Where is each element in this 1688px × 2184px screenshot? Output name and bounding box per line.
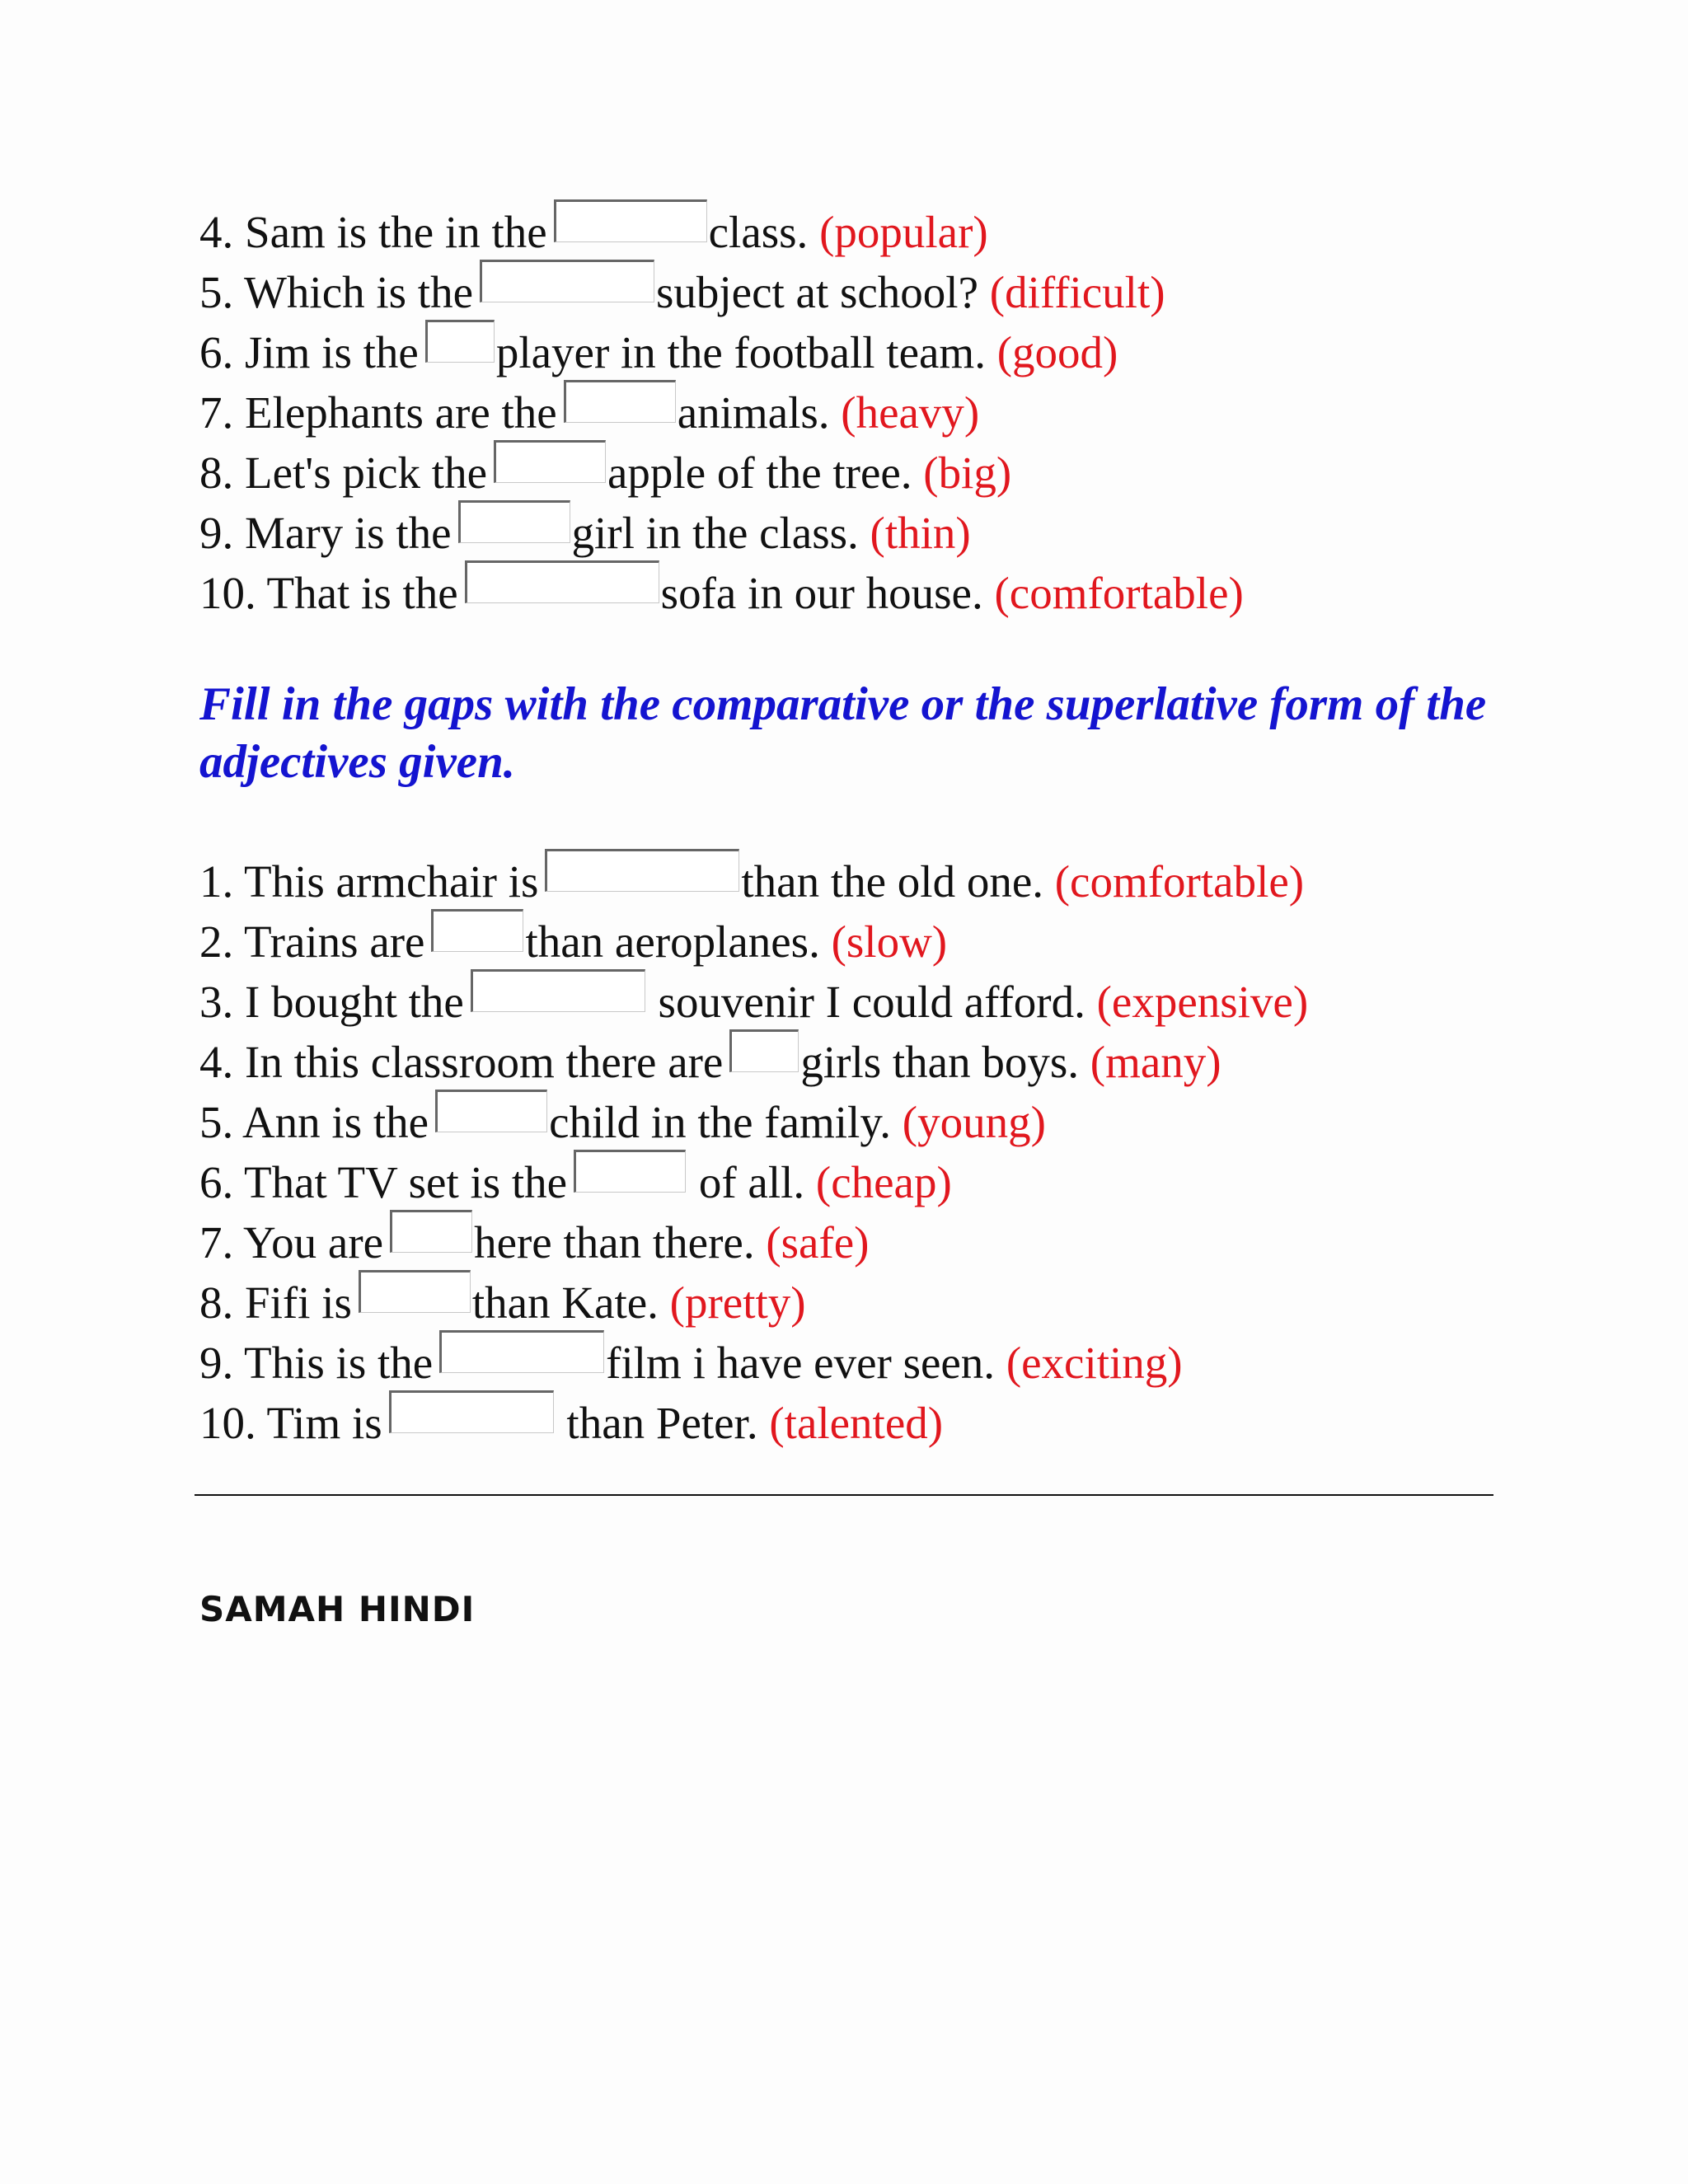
- adjective-hint: (big): [923, 448, 1012, 498]
- item-text-before: 6. That TV set is the: [199, 1157, 568, 1207]
- item-text-after: than aeroplanes.: [525, 916, 820, 967]
- item-text-after: of all.: [698, 1157, 805, 1207]
- item-text-before: 9. This is the: [199, 1338, 434, 1388]
- adjective-hint: (expensive): [1096, 977, 1309, 1027]
- horizontal-divider: [195, 1494, 1493, 1496]
- item-text-after: than Kate.: [471, 1277, 659, 1328]
- adjective-hint: (good): [996, 327, 1118, 377]
- item-text-before: 4. In this classroom there are: [199, 1037, 724, 1087]
- answer-gap-input[interactable]: [494, 440, 606, 483]
- answer-gap-input[interactable]: [425, 320, 495, 363]
- answer-gap-input[interactable]: [554, 199, 707, 242]
- item-text-before: 10. That is the: [199, 568, 458, 618]
- author-signature: SAMAH HINDI: [199, 1589, 476, 1629]
- item-text-after: souvenir I could afford.: [658, 977, 1085, 1027]
- answer-gap-input[interactable]: [431, 909, 523, 952]
- adjective-hint: (popular): [819, 207, 988, 257]
- exercise-item: [199, 443, 1011, 503]
- item-text-before: 2. Trains are: [199, 916, 425, 967]
- answer-gap-input[interactable]: [574, 1150, 686, 1193]
- adjective-hint: (slow): [831, 916, 948, 967]
- exercise-item: [199, 1393, 943, 1453]
- exercise-item: [199, 262, 1165, 322]
- adjective-hint: (exciting): [1006, 1338, 1183, 1388]
- adjective-hint: (comfortable): [994, 568, 1244, 618]
- adjective-hint: (pretty): [669, 1277, 806, 1328]
- adjective-hint: (safe): [766, 1217, 870, 1268]
- item-text-before: 1. This armchair is: [199, 856, 539, 907]
- item-text-before: 9. Mary is the: [199, 508, 452, 558]
- item-text-before: 4. Sam is the in the: [199, 207, 547, 257]
- item-text-before: 5. Which is the: [199, 267, 473, 317]
- exercise-item: [199, 382, 979, 443]
- item-text-after: player in the football team.: [495, 327, 986, 377]
- item-text-before: 8. Let's pick the: [199, 448, 487, 498]
- item-text-after: here than there.: [474, 1217, 755, 1268]
- item-text-before: 8. Fifi is: [199, 1277, 352, 1328]
- instruction-heading: Fill in the gaps with the comparative or the superlative form of the adjectives given.: [199, 678, 1487, 788]
- exercise-item: [199, 1152, 952, 1212]
- exercise-item: [199, 851, 1304, 912]
- exercise-item: [199, 1212, 870, 1272]
- adjective-hint: (difficult): [989, 267, 1165, 317]
- adjective-hint: (heavy): [841, 387, 980, 438]
- answer-gap-input[interactable]: [480, 260, 654, 302]
- answer-gap-input[interactable]: [465, 560, 659, 603]
- answer-gap-input[interactable]: [435, 1090, 547, 1132]
- answer-gap-input[interactable]: [390, 1210, 472, 1253]
- answer-gap-input[interactable]: [439, 1330, 604, 1373]
- item-text-after: animals.: [677, 387, 830, 438]
- exercise-item: [199, 972, 1308, 1032]
- adjective-hint: (comfortable): [1054, 856, 1305, 907]
- adjective-hint: (talented): [769, 1398, 944, 1448]
- adjective-hint: (many): [1090, 1037, 1221, 1087]
- item-text-after: subject at school?: [656, 267, 978, 317]
- answer-gap-input[interactable]: [545, 849, 739, 892]
- item-text-after: girl in the class.: [571, 508, 859, 558]
- exercise-item: [199, 503, 971, 563]
- exercise-item: [199, 1092, 1046, 1152]
- item-text-before: 5. Ann is the: [199, 1097, 429, 1147]
- item-text-after: girls than boys.: [800, 1037, 1079, 1087]
- item-text-after: sofa in our house.: [660, 568, 983, 618]
- exercise-item: [199, 563, 1244, 623]
- item-text-before: 7. Elephants are the: [199, 387, 557, 438]
- answer-gap-input[interactable]: [359, 1270, 471, 1313]
- exercise-item: [199, 912, 947, 972]
- item-text-after: than the old one.: [741, 856, 1043, 907]
- adjective-hint: (young): [902, 1097, 1046, 1147]
- item-text-after: class.: [708, 207, 809, 257]
- item-text-after: than Peter.: [566, 1398, 758, 1448]
- item-text-before: 7. You are: [199, 1217, 384, 1268]
- answer-gap-input[interactable]: [389, 1390, 554, 1433]
- answer-gap-input[interactable]: [729, 1029, 799, 1072]
- exercise-item: [199, 1272, 806, 1333]
- answer-gap-input[interactable]: [458, 500, 570, 543]
- item-text-before: 6. Jim is the: [199, 327, 419, 377]
- adjective-hint: (cheap): [815, 1157, 952, 1207]
- adjective-hint: (thin): [870, 508, 971, 558]
- item-text-before: 3. I bought the: [199, 977, 464, 1027]
- item-text-after: apple of the tree.: [607, 448, 912, 498]
- item-text-after: child in the family.: [549, 1097, 892, 1147]
- exercise-item: [199, 322, 1118, 382]
- answer-gap-input[interactable]: [471, 969, 645, 1012]
- item-text-after: film i have ever seen.: [606, 1338, 996, 1388]
- exercise-item: [199, 1032, 1221, 1092]
- item-text-before: 10. Tim is: [199, 1398, 382, 1448]
- exercise-item: [199, 1333, 1183, 1393]
- answer-gap-input[interactable]: [564, 380, 676, 423]
- exercise-item: [199, 202, 988, 262]
